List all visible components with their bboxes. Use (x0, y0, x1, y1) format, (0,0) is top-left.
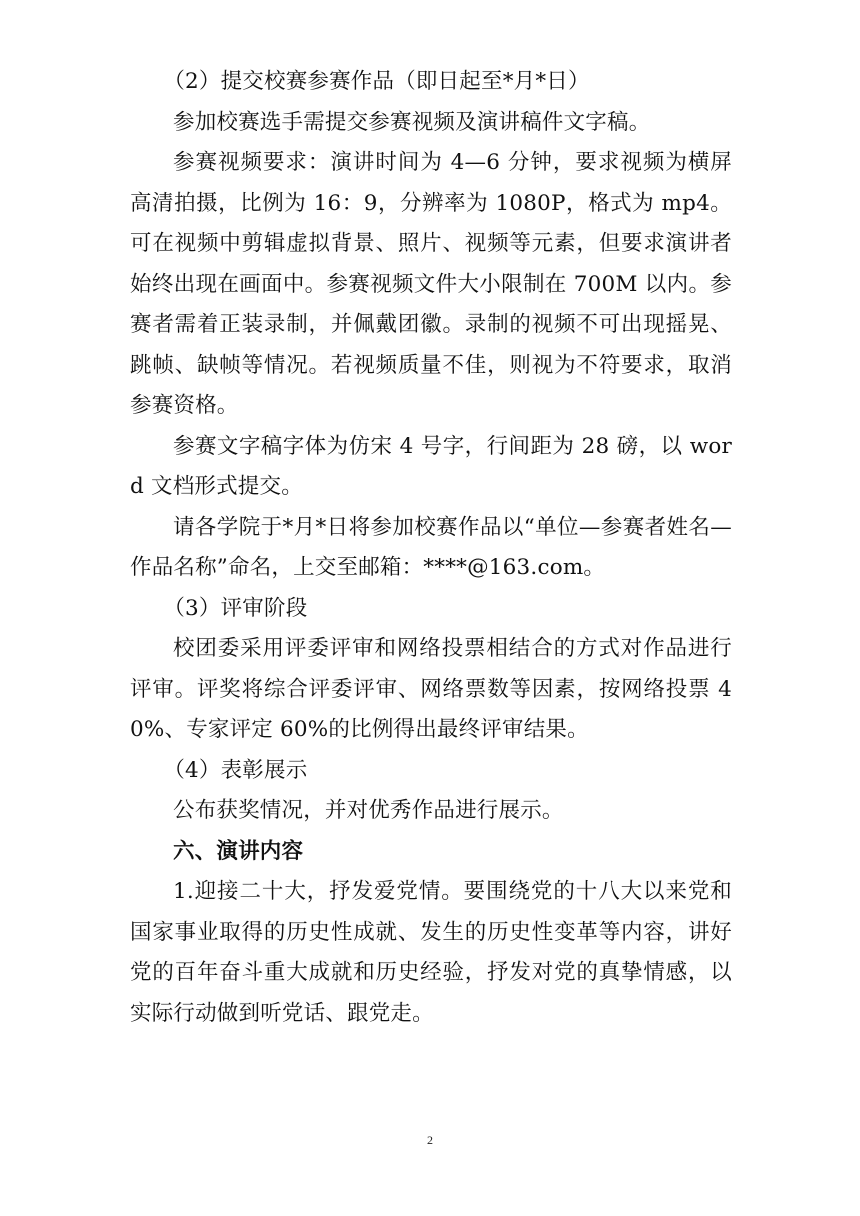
paragraph-submission-email: 请各学院于*月*日将参加校赛作品以“单位—参赛者姓名—作品名称”命名，上交至邮箱：****@163.com。 (130, 514, 732, 580)
document-body (130, 62, 732, 1034)
paragraph-review-method: 校团委采用评委评审和网络投票相结合的方式对作品进行评审。评奖将综合评委评审、网络票数等因素，按网络投票 40%、专家评定 60%的比例得出最终评审结果。 (130, 636, 732, 742)
paragraph-script-format: 参赛文字稿字体为仿宋 4 号字，行间距为 28 磅，以 word 文档形式提交。 (130, 433, 732, 499)
paragraph-commendation: 公布获奖情况，并对优秀作品进行展示。 (173, 798, 564, 823)
paragraph-submission-materials: 参加校赛选手需提交参赛视频及演讲稿件文字稿。 (173, 109, 651, 135)
sub-heading-submit-works: （2）提交校赛参赛作品（即日起至*月*日） (163, 69, 590, 94)
paragraph-video-requirements: 参赛视频要求：演讲时间为 4—6 分钟，要求视频为横屏高清拍摄，比例为 16：9，分辨率为 1080P，格式为 mp4。可在视频中剪辑虚拟背景、照片、视频等元素，但要求演讲者始终出现在画面中。参赛视频文件大小限制在 700M 以内。参赛者需着正装录制，并佩戴团徽。录制的视频不可出现摇晃、跳帧、缺帧等情况。若视频质量不佳，则视为不符要求，取消参赛资格。 (130, 150, 732, 418)
paragraph-speech-topic-1: 1.迎接二十大，抒发爱党情。要围绕党的十八大以来党和国家事业取得的历史性成就、发生的历史性变革等内容，讲好党的百年奋斗重大成就和历史经验，抒发对党的真挚情感，以实际行动做到听党话、跟党走。 (130, 879, 732, 1026)
page-number: 2 (427, 1133, 433, 1147)
sub-heading-review-stage: （3）评审阶段 (163, 595, 308, 621)
sub-heading-commendation: （4）表彰展示 (163, 757, 308, 783)
section-heading-speech-content: 六、演讲内容 (173, 838, 304, 864)
